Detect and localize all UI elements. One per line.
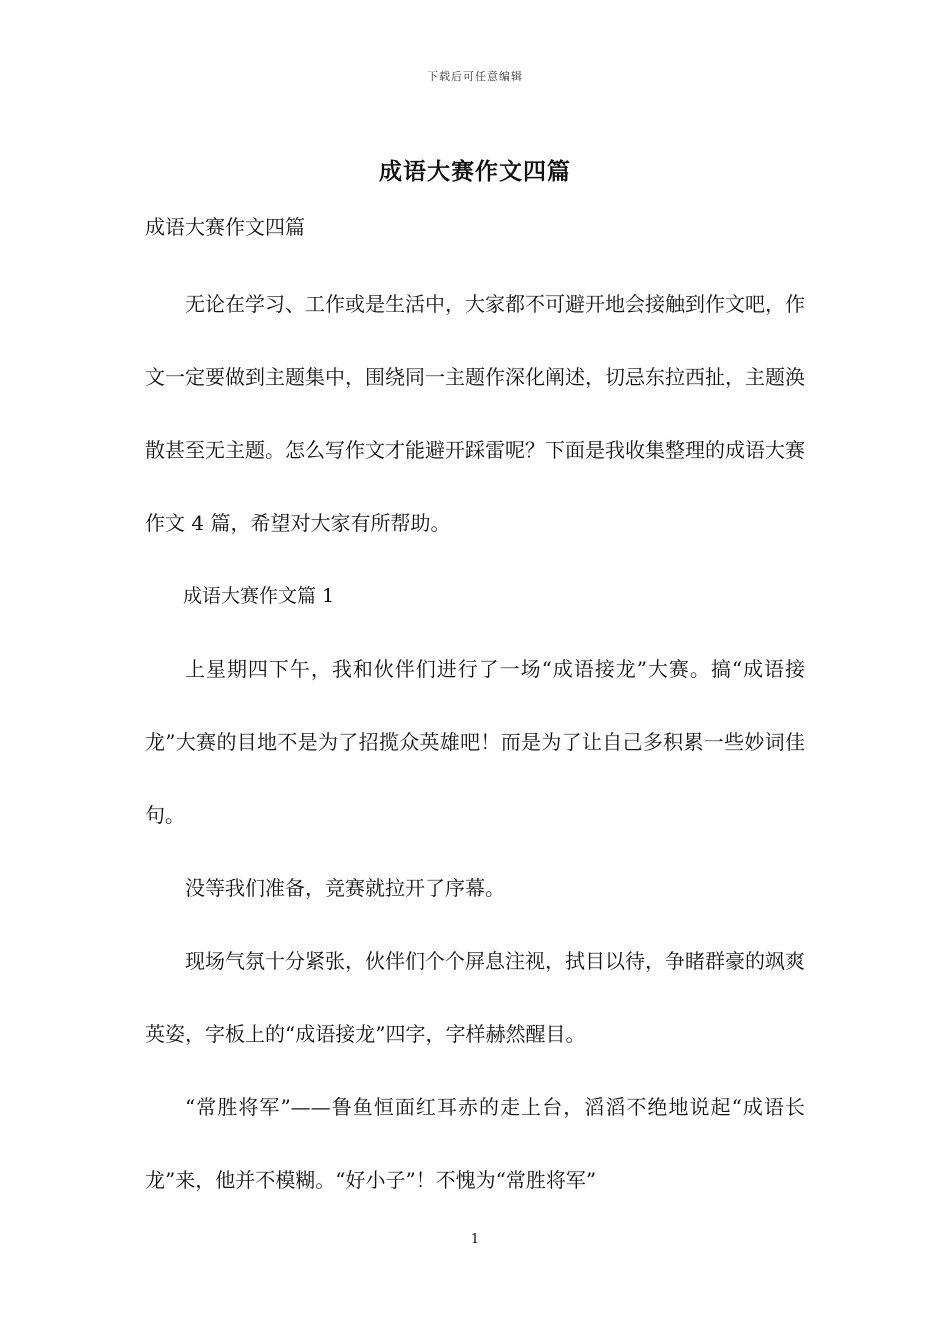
document-body <box>145 268 805 1217</box>
document-subtitle: 成语大赛作文四篇 <box>145 215 305 239</box>
page-number: 1 <box>470 1232 480 1247</box>
document-title: 成语大赛作文四篇 <box>379 158 571 185</box>
header-note: 下载后可任意编辑 <box>427 70 523 83</box>
paragraph: 上星期四下午，我和伙伴们进行了一场“成语接龙”大赛。搞“成语接龙”大赛的目地不是为了招揽众英雄吧！而是为了让自己多积累一些妙词佳句。 <box>145 657 805 827</box>
paragraph: 没等我们准备，竞赛就拉开了序幕。 <box>185 876 505 900</box>
paragraph-intro: 无论在学习、工作或是生活中，大家都不可避开地会接触到作文吧，作文一定要做到主题集中，围绕同一主题作深化阐述，切忌东拉西扯，主题涣散甚至无主题。怎么写作文才能避开踩雷呢？下面是我收集整理的成语大赛作文 4 篇，希望对大家有所帮助。 <box>145 292 805 535</box>
paragraph: “常胜将军”——鲁鱼恒面红耳赤的走上台，滔滔不绝地说起“成语长龙”来，他并不模糊。“好小子”！不愧为“常胜将军” <box>145 1095 805 1192</box>
section-heading: 成语大赛作文篇 1 <box>183 585 335 607</box>
paragraph: 现场气氛十分紧张，伙伴们个个屏息注视，拭目以待，争睹群豪的飒爽英姿，字板上的“成语接龙”四字，字样赫然醒目。 <box>145 949 805 1046</box>
